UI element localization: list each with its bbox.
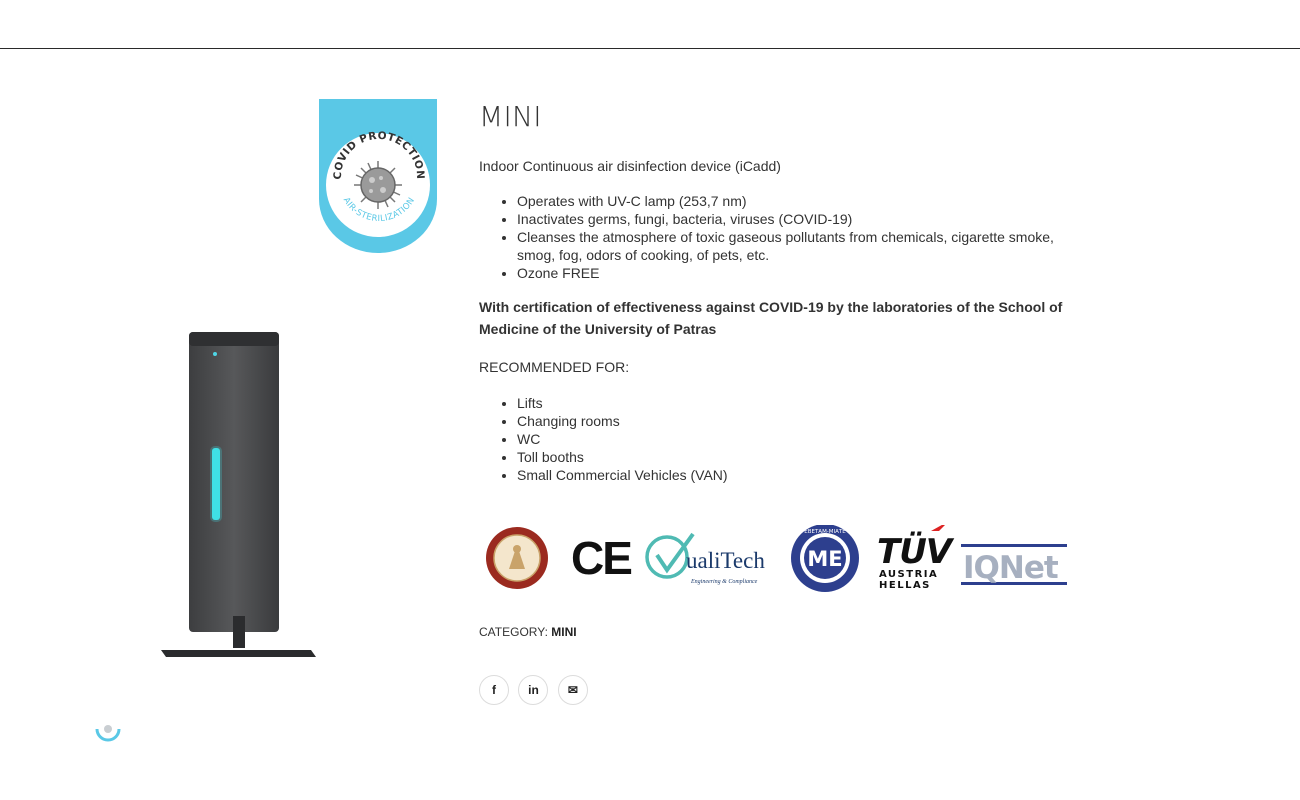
covid-protection-badge [319,99,437,253]
list-item: • Inactivates germs, fungi, bacteria, viruses (COVID-19) [517,210,1079,228]
product-summary [479,98,1079,697]
svg-text:AUSTRIA: AUSTRIA [879,569,939,580]
list-item: • WC [517,430,1079,448]
category-link[interactable]: MINI [551,625,577,639]
share-buttons [479,675,593,705]
header-divider [0,48,1300,49]
svg-text:IQNet: IQNet [963,550,1058,586]
feature-list [479,192,1079,282]
thumbnail-icon[interactable] [95,723,121,743]
virus-icon [354,161,402,209]
svg-text:AIR-STERILIZATION: AIR-STERILIZATION [340,195,418,225]
list-item: • Ozone FREE [517,264,1079,282]
certification-note: With certification of effectiveness against COVID-19 by the laboratories of the School of Medicine of the University of Patras [479,299,1063,337]
svg-text:ualiTech: ualiTech [686,548,765,573]
svg-text:ME: ME [807,547,843,571]
svg-text:HELLAS: HELLAS [879,580,931,591]
product-description: Indoor Continuous air disinfection device (iCadd) [479,158,781,174]
list-item: • Operates with UV-C lamp (253,7 nm) [517,192,1079,210]
recommended-list [479,394,1079,484]
university-seal-logo [486,527,548,589]
recommended-heading: RECOMMENDED FOR: [479,359,630,375]
me-certification-logo [791,525,859,592]
svg-text:Engineering & Compliance: Engineering & Compliance [691,579,758,585]
product-title: MINI [479,100,542,133]
tuv-austria-logo [877,525,955,591]
svg-text:TÜV: TÜV [877,532,952,572]
list-item: • Toll booths [517,448,1079,466]
facebook-share-button[interactable] [479,675,509,705]
list-item: • Changing rooms [517,412,1079,430]
product-category [479,625,577,639]
svg-text:COVID PROTECTION: COVID PROTECTION [331,129,427,180]
linkedin-icon: in [528,683,539,697]
list-item: • Lifts [517,394,1079,412]
ce-mark-logo: CE [571,532,631,584]
mini-device-image [111,320,361,690]
facebook-icon: f [492,683,496,697]
email-share-button[interactable] [558,675,588,705]
iqnet-logo [961,544,1067,586]
list-item: • Cleanses the atmosphere of toxic gaseous pollutants from chemicals, cigarette smoke, smog, fog, odors of cooking, of pets, etc. [517,228,1079,264]
email-icon: ✉ [567,683,578,697]
qualitech-logo [647,534,765,585]
category-label: CATEGORY: [479,625,548,639]
product-gallery [95,98,440,748]
list-item: • Small Commercial Vehicles (VAN) [517,466,1079,484]
linkedin-share-button[interactable] [518,675,548,705]
certification-logos [479,525,1079,595]
svg-text:ΕΒΕΤΑΜ-ΜΙΑΤΕ: ΕΒΕΤΑΜ-ΜΙΑΤΕ [804,529,846,535]
